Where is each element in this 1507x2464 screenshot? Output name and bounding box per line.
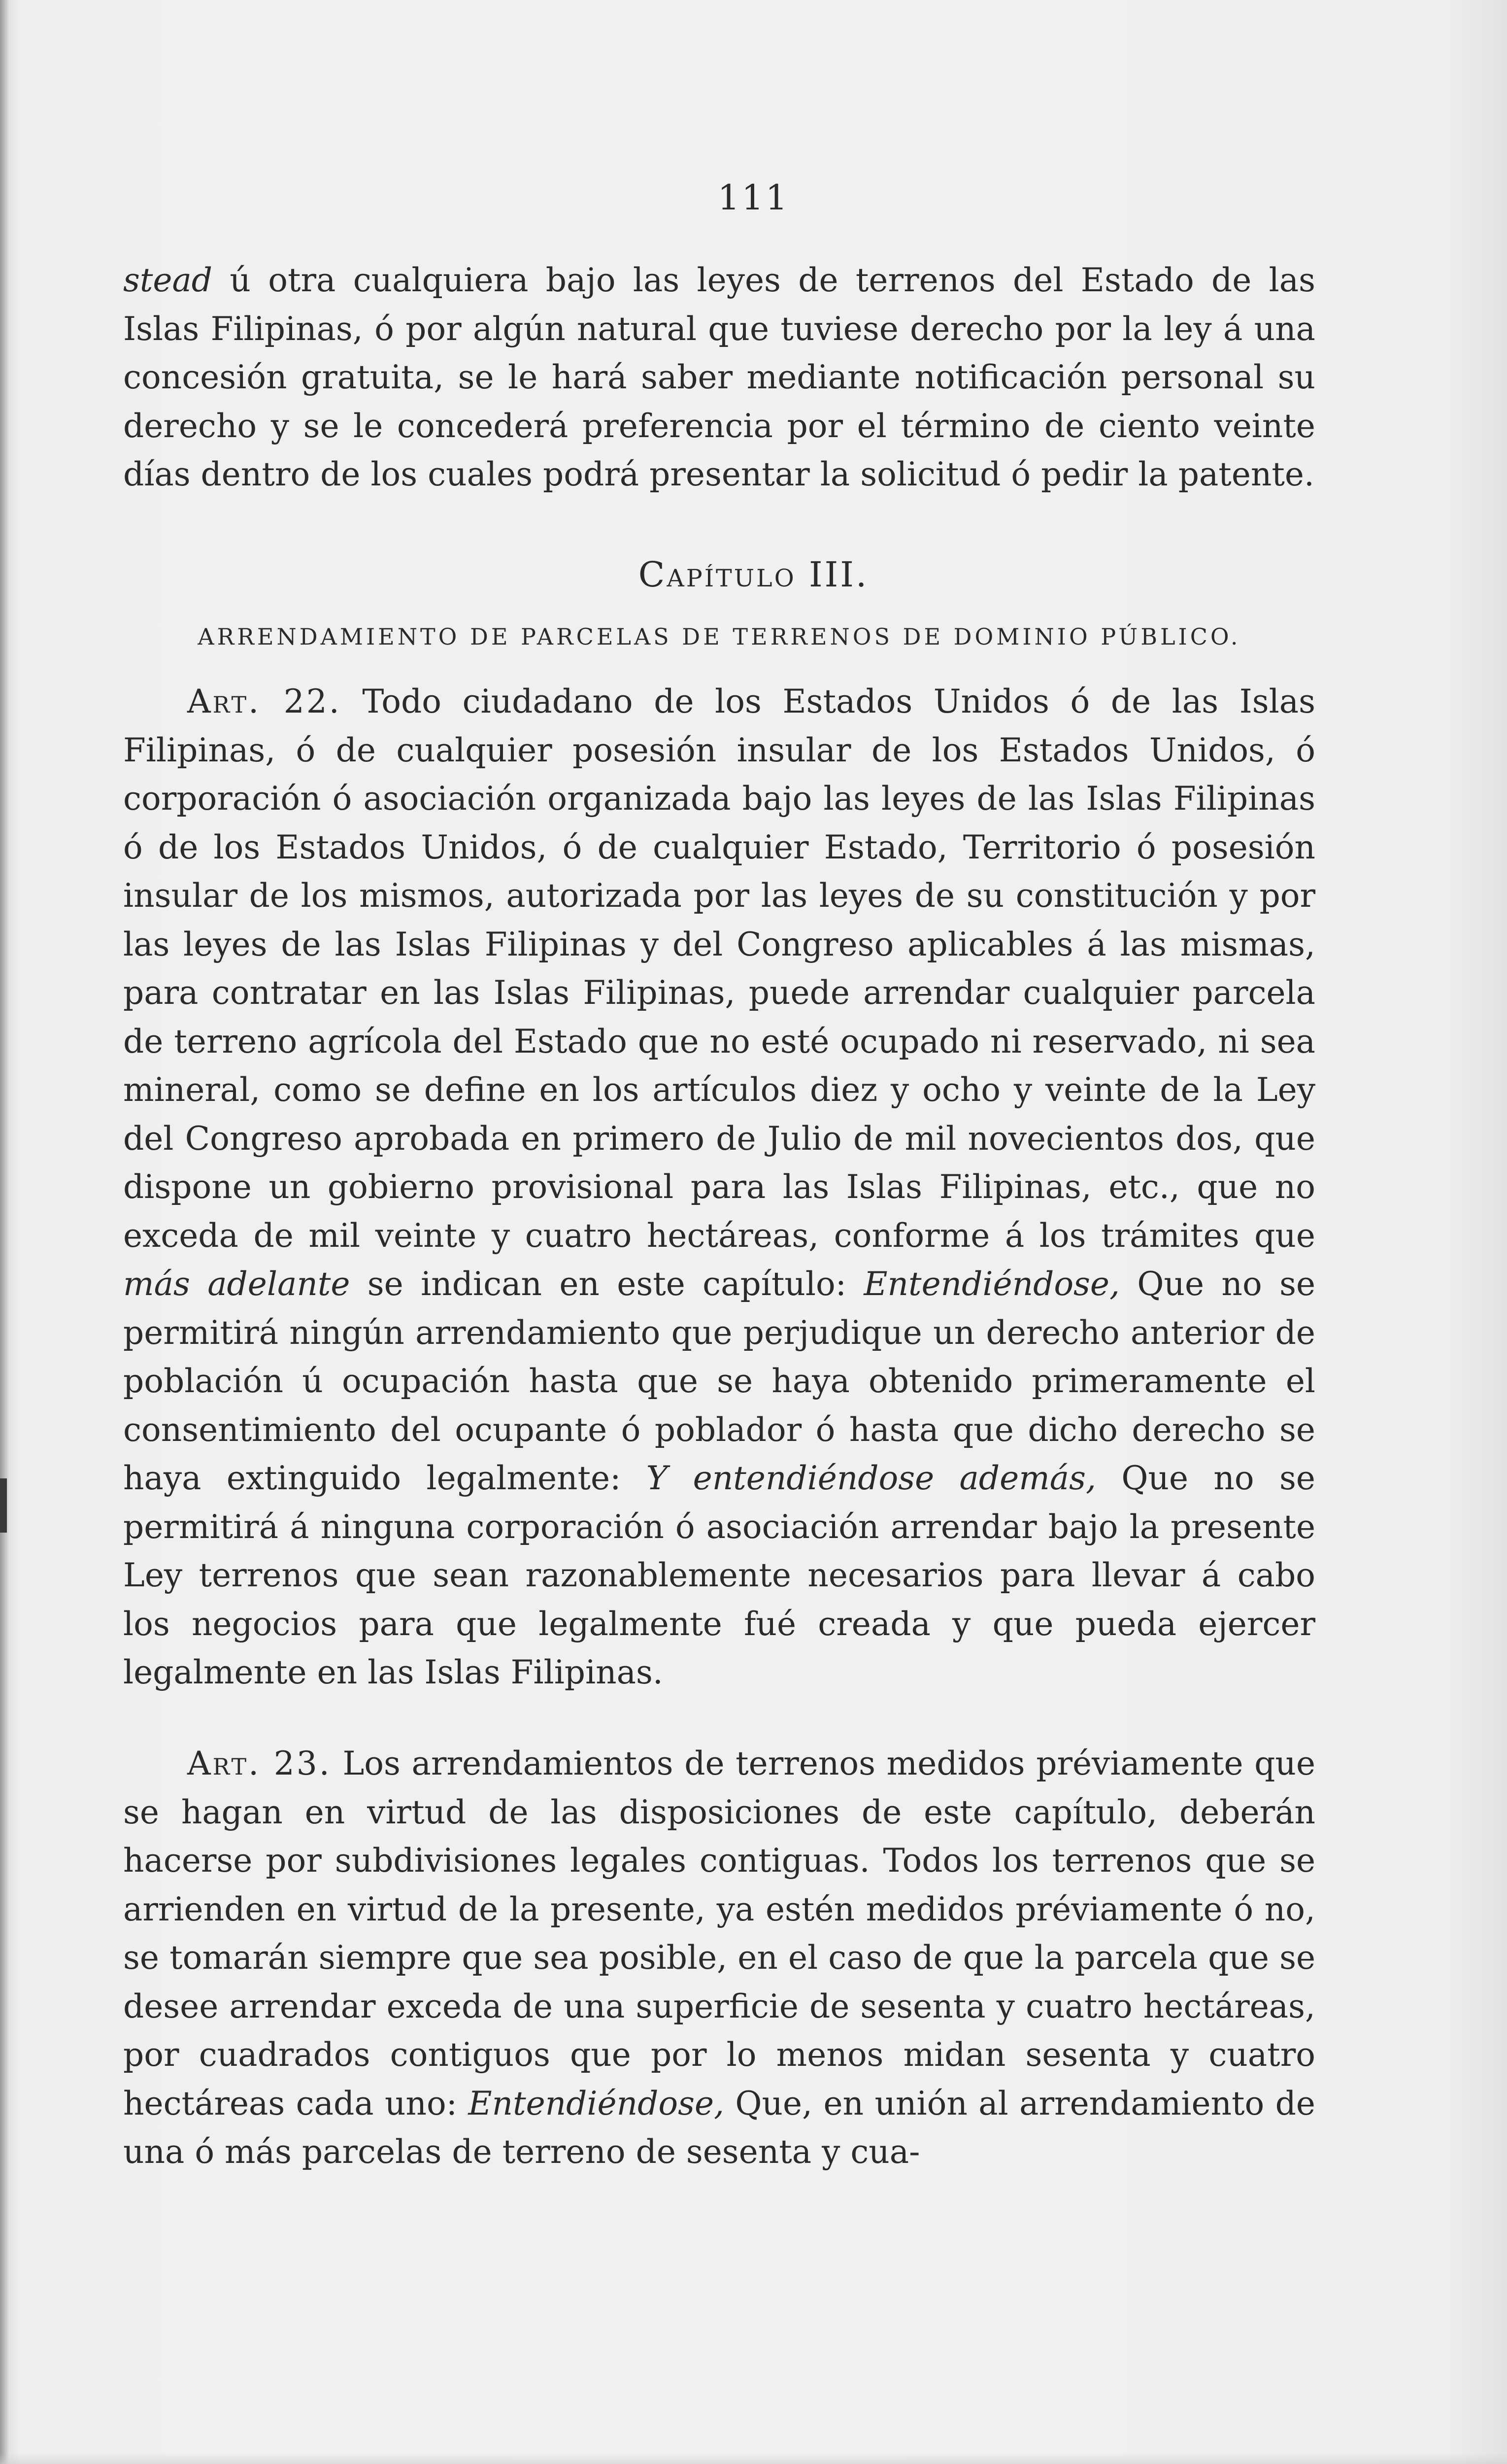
article-text: se indican en este capítulo: (350, 1265, 864, 1303)
chapter-subtitle: ARRENDAMIENTO DE PARCELAS DE TERRENOS DE DOMINIO PÚBLICO. (198, 623, 1241, 650)
article-text: Que no se permitirá á ninguna corporación ó asociación arrendar bajo la presente Ley terrenos que sean razonablemente necesarios para llevar á cabo los negocios para que legalmente fué creada y que pueda ejercer legalmente en las Islas Filipinas. (123, 1459, 1315, 1691)
binding-shadow (0, 0, 9, 2464)
article-text: Todo ciudadano de los Estados Unidos ó de las Islas Filipinas, ó de cualquier posesión insular de los Estados Unidos, ó corporación ó asociación organizada bajo las leyes de las Islas Filipinas ó de los Estados Unidos, ó de cualquier Estado, Territorio ó posesión insular de los mismos, autorizada por las leyes de su constitución y por las leyes de las Islas Filipinas y del Congreso aplicables á las mismas, para contratar en las Islas Filipinas, puede arrendar cualquier parcela de terreno agrícola del Estado que no esté ocupado ni reservado, ni sea mineral, como se define en los artículos diez y ocho y veinte de la Ley del Congreso aprobada en primero de Julio de mil novecientos dos, que dispone un gobierno provisional para las Islas Filipinas, etc., que no exceda de mil veinte y cuatro hectáreas, conforme á los trámites que (123, 683, 1315, 1255)
article-text: Los arrendamientos de terrenos medidos préviamente que se hagan en virtud de las disposiciones de este capítulo, deberán hacerse por subdivisiones legales contiguas. Todos los terrenos que se arrienden en virtud de la presente, ya estén medidos préviamente ó no, se tomarán siempre que sea posible, en el caso de que la parcela que se desee arrendar exceda de una superficie de sesenta y cuatro hectáreas, por cuadrados contiguos que por lo menos midan sesenta y cuatro hectáreas cada uno: (123, 1745, 1315, 2122)
page-number: 111 (717, 177, 790, 218)
article-23 (123, 1740, 1315, 2177)
article-text: Que no se permitirá ningún arrendamiento que perjudique un derecho anterior de población ú ocupación hasta que se haya obtenido primeramente el consentimiento del ocupante ó poblador ó hasta que dicho derecho se haya extinguido legalmente: (123, 1265, 1316, 1497)
page-edge-mark (0, 1478, 7, 1533)
article-22 (123, 678, 1315, 1697)
opening-paragraph (123, 256, 1315, 499)
article-label: Art. 22. (187, 683, 341, 720)
article-text: Que, en unión al arrendamiento de una ó más parcelas de terreno de sesenta y cua- (123, 2084, 1315, 2171)
italic-phrase: Entendiéndose, (864, 1265, 1120, 1303)
italic-phrase: Y entendiéndose además, (646, 1459, 1096, 1497)
article-label: Art. 23. (187, 1745, 332, 1782)
italic-word: stead (123, 261, 213, 299)
page-bottom-edge (0, 2453, 1507, 2464)
italic-phrase: más adelante (123, 1265, 350, 1303)
paragraph-text: ú otra cualquiera bajo las leyes de terrenos del Estado de las Islas Filipinas, ó por algún natural que tuviese derecho por la ley á una concesión gratuita, se le hará saber mediante notificación personal su derecho y se le concederá preferencia por el término de ciento veinte días dentro de los cuales podrá presentar la solicitud ó pedir la patente. (123, 261, 1315, 493)
chapter-heading: Capítulo III. (638, 554, 869, 595)
italic-phrase: Entendiéndose, (468, 2084, 724, 2122)
